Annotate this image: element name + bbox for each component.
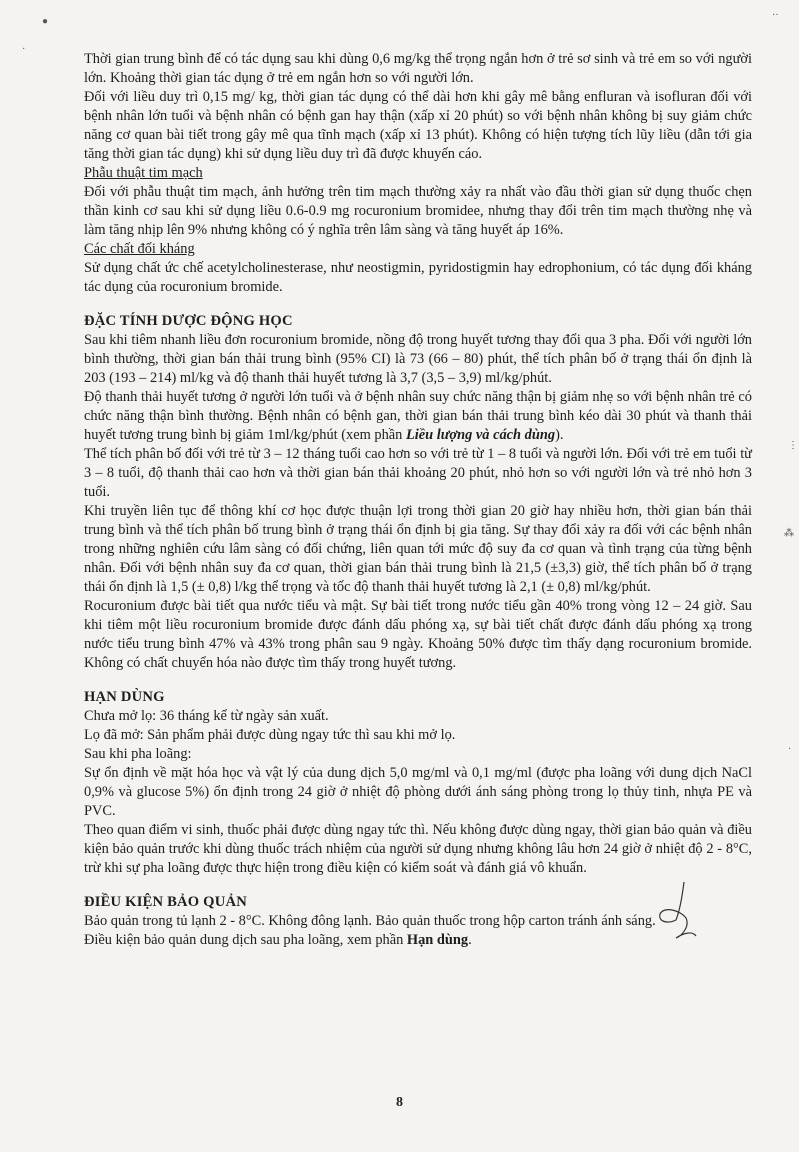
paragraph-after-dilution: Sau khi pha loãng: xyxy=(84,746,192,762)
document-page xyxy=(84,50,752,950)
scan-speck: ● xyxy=(42,16,49,27)
heading-shelf-life: HẠN DÙNG xyxy=(84,689,165,705)
scan-speck: ⋮ xyxy=(788,440,798,451)
paragraph-maintenance-dose: Đối với liều duy trì 0,15 mg/ kg, thời gian tác dụng có thể dài hơn khi gây mê bằng enfluran và isofluran đối với bệnh nhân lớn tuổi và bệnh nhân có bệnh gan hay thận (xấp xỉ 20 phút) so với bệnh nhân không bị suy giảm chức năng cơ quan bài tiết trong gây mê qua tĩnh mạch (xấp xỉ 13 phút). Không có hiện tượng tích lũy liều (dẫn tới gia tăng thời gian tác dụng) khi sử dụng liều duy trì đã được khuyến cáo. xyxy=(84,89,752,162)
subheading-antagonists: Các chất đối kháng xyxy=(84,241,195,257)
paragraph-continuous-infusion: Khi truyền liên tục để thông khí cơ học được thuận lợi trong thời gian 20 giờ hay nhiều hơn, thời gian bán thải trung bình và thể tích phân bố trung bình ở trạng thái ổn định bị gia tăng. Sự thay đổi xảy ra đối với các bệnh nhân trong những nghiên cứu lâm sàng có đối chứng, liên quan tới mức độ suy đa cơ quan và tình trạng của từng bệnh nhân. Đối với bệnh nhân suy đa cơ quan, thời gian bán thải trung bình là 21,5 (±3,3) giờ, thể tích phân bố ở trạng thái ổn định là 1,5 (± 0,8) l/kg thể trọng và tốc độ thanh thải huyết tương là 2,1 (± 0,8) ml/kg/phút. xyxy=(84,503,752,595)
shelf-life-reference: Hạn dùng xyxy=(406,932,469,948)
paragraph-opened: Lọ đã mở: Sản phẩm phải được dùng ngay tức thì sau khi mở lọ. xyxy=(84,727,456,743)
scan-speck: ·· xyxy=(772,10,779,21)
paragraph-plasma-phases: Sau khi tiêm nhanh liều đơn rocuronium bromide, nồng độ trong huyết tương thay đổi qua 3 pha. Đối với người lớn bình thường, thời gian bán thải trung bình (95% CI) là 73 (66 – 80) phút, thể tích phân bố ở trạng thái ổn định là 203 (193 – 214) ml/kg và độ thanh thải huyết tương là 3,7 (3,5 – 3,9) ml/kg/phút. xyxy=(84,332,752,386)
clearance-text-end: ). xyxy=(555,427,564,443)
scan-speck: · xyxy=(788,744,792,755)
paragraph-onset-children: Thời gian trung bình để có tác dụng sau khi dùng 0,6 mg/kg thể trọng ngắn hơn ở trẻ sơ sinh và trẻ em so với người lớn. Khoảng thời gian tác dụng ở trẻ em ngắn hơn so với người lớn. xyxy=(84,51,752,86)
page-number: 8 xyxy=(396,1095,403,1110)
paragraph-stability: Sự ổn định về mặt hóa học và vật lý của dung dịch 5,0 mg/ml và 0,1 mg/ml (được pha loãng với dung dịch NaCl 0,9% và glucose 5%) ổn định trong 24 giờ ở nhiệt độ phòng dưới ánh sáng phòng trong lọ thủy tinh, nhựa PE và PVC. xyxy=(84,765,752,819)
subheading-cardiac-surgery: Phẫu thuật tim mạch xyxy=(84,165,203,181)
paragraph-unopened: Chưa mở lọ: 36 tháng kể từ ngày sản xuất. xyxy=(84,708,329,724)
paragraph-microbiology: Theo quan điểm vi sinh, thuốc phải được dùng ngay tức thì. Nếu không được dùng ngay, thời gian bảo quản và điều kiện bảo quản trước khi dùng thuốc trách nhiệm của người sử dụng nhưng không lâu hơn 24 giờ ở nhiệt độ 2 - 8°C, trừ khi sự pha loãng được thực hiện trong điều kiện có kiểm soát và đánh giá vô khuẩn. xyxy=(84,822,752,876)
storage-diluted-text: Điều kiện bảo quản dung dịch sau pha loãng, xem phần xyxy=(84,932,407,948)
paragraph-cardiac-surgery: Đối với phẫu thuật tim mạch, ảnh hưởng trên tim mạch thường xảy ra nhất vào đầu thời gian sử dụng thuốc chẹn thần kinh cơ sau khi sử dụng liều 0.6-0.9 mg rocuronium bromidee, nhưng thay đổi trên tim mạch thường nhẹ và làm tăng nhịp lên 9% nhưng không có ý nghĩa trên lâm sàng và tăng huyết áp 16%. xyxy=(84,184,752,238)
dosage-reference: Liều lượng và cách dùng xyxy=(405,427,556,443)
storage-diluted-end: . xyxy=(468,932,472,948)
handwritten-mark xyxy=(646,880,706,950)
paragraph-antagonists: Sử dụng chất ức chế acetylcholinesterase, như neostigmin, pyridostigmin hay edrophonium, có tác dụng đối kháng tác dụng của rocuronium bromide. xyxy=(84,260,752,295)
heading-pharmacokinetics: ĐẶC TÍNH DƯỢC ĐỘNG HỌC xyxy=(84,313,293,329)
paragraph-volume-children: Thể tích phân bố đối với trẻ từ 3 – 12 tháng tuổi cao hơn so với trẻ từ 1 – 8 tuổi và người lớn. Đối với trẻ em tuổi từ 3 – 8 tuổi, độ thanh thải cao hơn và thời gian bán thải khoảng 20 phút, nhỏ hơn so với người lớn và trẻ nhỏ hơn 3 tuổi. xyxy=(84,446,752,500)
clearance-text: Độ thanh thải huyết tương ở người lớn tuổi và ở bệnh nhân suy chức năng thận bị giảm nhẹ so với bệnh nhân trẻ có chức năng thận bình thường. Bệnh nhân có bệnh gan, thời gian bán thải trung bình kéo dài 30 phút và thanh thải huyết tương trung bình bị giảm 1ml/kg/phút (xem phần xyxy=(84,389,752,443)
scan-speck: ⁂ xyxy=(784,528,794,539)
paragraph-excretion: Rocuronium được bài tiết qua nước tiểu và mật. Sự bài tiết trong nước tiểu gần 40% trong vòng 12 – 24 giờ. Sau khi tiêm một liều rocuronium bromide được đánh dấu phóng xạ, sự bài tiết chất được đánh dấu phóng xạ trong nước tiểu trung bình 47% và 43% trong phân sau 9 ngày. Khoảng 50% được tìm thấy dạng rocuronium bromide. Không có chất chuyển hóa nào được tìm thấy trong huyết tương. xyxy=(84,598,752,671)
paragraph-clearance-elderly xyxy=(84,388,752,445)
paragraph-storage: Bảo quản trong tủ lạnh 2 - 8°C. Không đông lạnh. Bảo quản thuốc trong hộp carton tránh ánh sáng. xyxy=(84,913,656,929)
heading-storage: ĐIỀU KIỆN BẢO QUẢN xyxy=(84,894,247,910)
scan-speck: · xyxy=(22,44,26,55)
